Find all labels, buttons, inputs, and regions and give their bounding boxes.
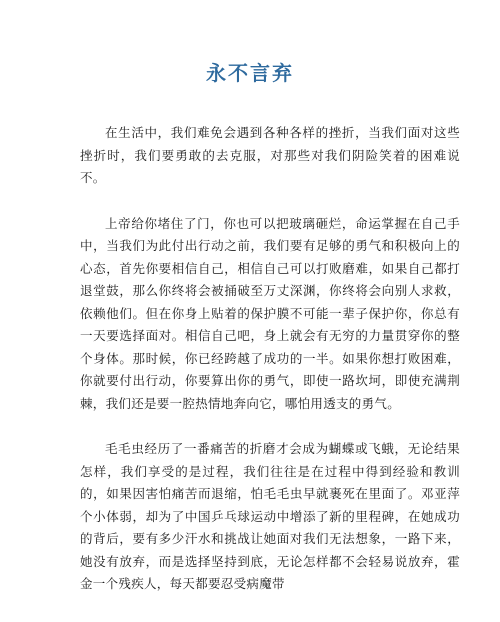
document-title: 永不言弃 <box>206 61 294 85</box>
paragraph-3: 毛毛虫经历了一番痛苦的折磨才会成为蝴蝶或飞蛾，无论结果怎样，我们享受的是过程，我们往往是在过程中得到经验和教训的，如果因害怕痛苦而退缩，怕毛毛虫早就裹死在里面了。邓亚萍个小体弱，却为了中国乒乓球运动中增添了新的里程碑，在她成功的背后，要有多少汗水和挑战让她面对我们无法想象，一路下来，她没有放弃，而是选择坚持到底，无论怎样都不会轻易说放弃，霍金一个残疾人，每天都要忍受病魔带 <box>80 441 460 591</box>
document-body <box>80 122 460 596</box>
paragraph-2: 上帝给你堵住了门，你也可以把玻璃砸烂，命运掌握在自己手中，当我们为此付出行动之前，我们要有足够的勇气和积极向上的心态，首先你要相信自己，相信自己可以打败磨难，如果自己都打退堂鼓，那么你终将会被捅破至万丈深渊，你终将会向别人求救，依赖他们。但在你身上贴着的保护膜不可能一辈子保护你，你总有一天要选择面对。相信自己吧，身上就会有无穷的力量贯穿你的整个身体。那时候，你已经跨越了成功的一半。如果你想打败困难，你就要付出行动，你要算出你的勇气，即使一路坎坷，即使充满荆棘，我们还是要一腔热情地奔向它，哪怕用透支的勇气。 <box>80 215 460 411</box>
document-page <box>0 57 500 622</box>
paragraph-1: 在生活中，我们难免会遇到各种各样的挫折，当我们面对这些挫折时，我们要勇敢的去克服，对那些对我们阴险笑着的困难说不。 <box>80 125 460 185</box>
